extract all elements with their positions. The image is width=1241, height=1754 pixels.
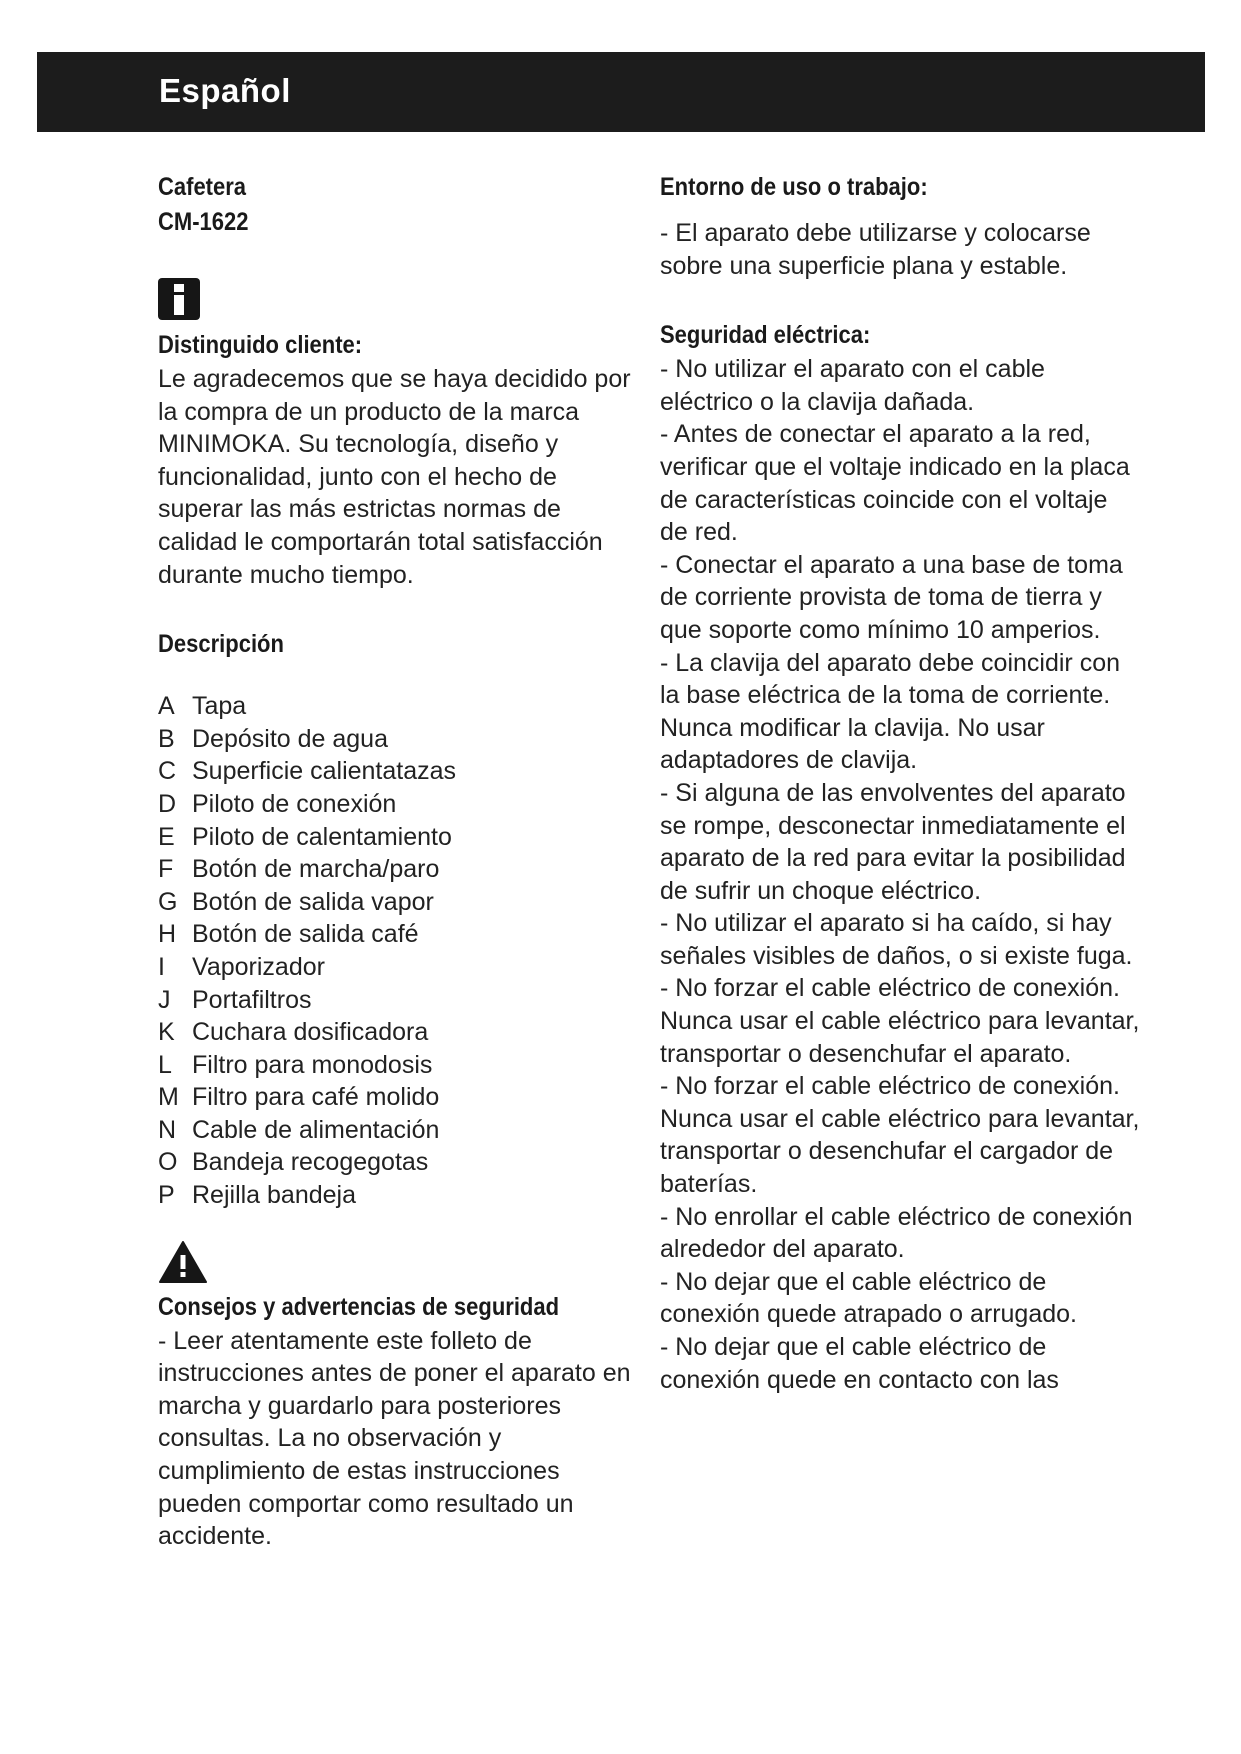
- list-item: D Piloto de conexión: [158, 789, 397, 818]
- list-item: - Antes de conectar el aparato a la red, verificar que el voltaje indicado en la placa de características coincide con el voltaje de red.: [660, 420, 1130, 547]
- list-item: F Botón de marcha/paro: [158, 855, 440, 884]
- list-item: K Cuchara dosificadora: [158, 1018, 429, 1047]
- list-item: G Botón de salida vapor: [158, 887, 434, 916]
- list-item: N Cable de alimentación: [158, 1115, 440, 1144]
- list-item: I Vaporizador: [158, 952, 325, 981]
- list-item: - No forzar el cable eléctrico de conexión. Nunca usar el cable eléctrico para levantar, transportar o desenchufar el cargador de baterías.: [660, 1072, 1140, 1199]
- list-item: B Depósito de agua: [158, 724, 388, 753]
- electrical-title: Seguridad eléctrica:: [660, 321, 871, 350]
- right-column: [660, 170, 1140, 1396]
- description-title: Descripción: [158, 630, 284, 659]
- safety-title: Consejos y advertencias de seguridad: [158, 1292, 560, 1321]
- list-item: L Filtro para monodosis: [158, 1050, 433, 1079]
- header-bar: [37, 52, 1205, 132]
- environment-title: Entorno de uso o trabajo:: [660, 173, 928, 201]
- customer-text: Le agradecemos que se haya decidido por la compra de un producto de la marca MINIMOKA. Su tecnología, diseño y funcionalidad, junto con el hecho de superar las más estrictas normas de calidad le comportarán total satisfacción durante mucho tiempo.: [158, 365, 631, 589]
- product-model: CM-1622: [158, 208, 249, 236]
- list-item: - No dejar que el cable eléctrico de conexión quede atrapado o arrugado.: [660, 1267, 1077, 1329]
- list-item: O Bandeja recogegotas: [158, 1148, 429, 1177]
- safety-text: - Leer atentamente este folleto de instrucciones antes de poner el aparato en marcha y guardarlo para posteriores consultas. La no observación y cumplimiento de estas instrucciones pueden comportar como resultado un accidente.: [158, 1326, 631, 1551]
- customer-title: Distinguido cliente:: [158, 331, 363, 359]
- list-item: - La clavija del aparato debe coincidir con la base eléctrica de la toma de corriente. Nunca modificar la clavija. No usar adaptadores de clavija.: [660, 648, 1120, 775]
- list-item: - No dejar que el cable eléctrico de conexión quede en contacto con las: [660, 1333, 1059, 1394]
- environment-text: - El aparato debe utilizarse y colocarse sobre una superficie plana y estable.: [660, 219, 1091, 280]
- info-icon: [158, 278, 200, 320]
- list-item: - No utilizar el aparato con el cable eléctrico o la clavija dañada.: [660, 355, 1045, 416]
- electrical-list: [660, 353, 1140, 1396]
- language-title: Español: [159, 72, 291, 109]
- product-type: Cafetera: [158, 173, 247, 201]
- list-item: A Tapa: [158, 692, 247, 721]
- list-item: - Conectar el aparato a una base de toma de corriente provista de toma de tierra y que soporte como mínimo 10 amperios.: [660, 550, 1123, 644]
- list-item: J Portafiltros: [158, 985, 312, 1014]
- list-item: M Filtro para café molido: [158, 1083, 440, 1112]
- list-item: C Superficie calientatazas: [158, 757, 457, 786]
- list-item: - No forzar el cable eléctrico de conexión. Nunca usar el cable eléctrico para levantar, transportar o desenchufar el aparato.: [660, 974, 1140, 1068]
- description-list: [158, 690, 638, 1212]
- list-item: P Rejilla bandeja: [158, 1181, 357, 1210]
- left-column: [158, 170, 638, 1553]
- warning-triangle-icon: [158, 1240, 208, 1284]
- list-item: - No utilizar el aparato si ha caído, si hay señales visibles de daños, o si existe fuga.: [660, 909, 1133, 970]
- list-item: - No enrollar el cable eléctrico de conexión alrededor del aparato.: [660, 1202, 1133, 1264]
- list-item: E Piloto de calentamiento: [158, 822, 452, 851]
- list-item: - Si alguna de las envolventes del aparato se rompe, desconectar inmediatamente el aparato de la red para evitar la posibilidad de sufrir un choque eléctrico.: [660, 778, 1126, 905]
- list-item: H Botón de salida café: [158, 920, 419, 949]
